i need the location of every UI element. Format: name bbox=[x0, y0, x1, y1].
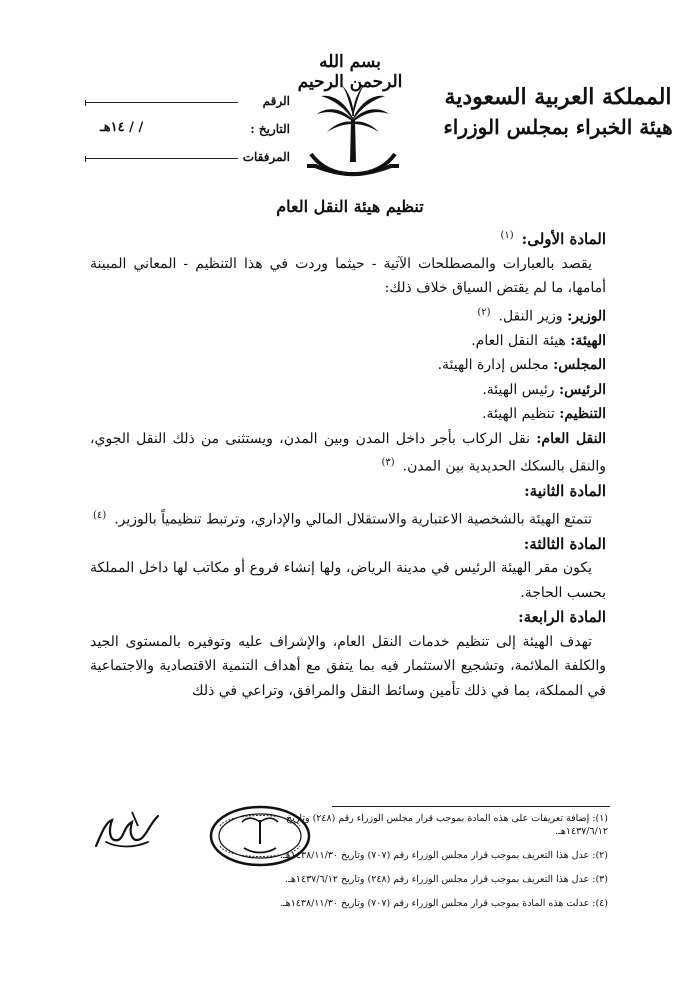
article-2-heading: المادة الثانية: bbox=[524, 482, 606, 501]
article-1-intro: يقصد بالعبارات والمصطلحات الآتية - حيثما وردت في هذا التنظيم - المعاني المبينة أمامها، ما لم يقتض السياق خلاف ذلك: bbox=[90, 255, 606, 296]
footnote-ref: (٣) bbox=[381, 457, 395, 469]
article-4-heading: المادة الرابعة: bbox=[518, 608, 606, 627]
document-body bbox=[90, 224, 606, 703]
ref-label: الرقم bbox=[262, 94, 290, 108]
document-meta bbox=[80, 90, 290, 174]
definition: المجلس: مجلس إدارة الهيئة. bbox=[437, 357, 606, 374]
footnote: (٤): عدلت هذه المادة بموجب قرار مجلس الوزراء رقم (٧٠٧) وتاريخ ١٤٣٨/١١/٣٠هـ. bbox=[279, 898, 608, 909]
attachments-line bbox=[85, 158, 238, 159]
definition: النقل العام: نقل الركاب بأجر داخل المدن وبين المدن، ويستثنى من ذلك النقل الجوي، والنقل بالسكك الحديدية بين المدن.$^{(٣)}$ bbox=[90, 430, 607, 475]
handwritten-signature-icon bbox=[88, 802, 168, 862]
document-title: تنظيم هيئة النقل العام bbox=[276, 197, 424, 216]
issuing-authority bbox=[438, 82, 678, 142]
date-value: / / ١٤هـ bbox=[100, 120, 144, 135]
palm-and-swords-emblem-icon bbox=[305, 80, 401, 184]
ref-row bbox=[80, 90, 290, 118]
article-3-text: يكون مقر الهيئة الرئيس في مدينة الرياض، ولها إنشاء فروع أو مكاتب لها داخل المملكة بحسب الحاجة. bbox=[90, 560, 606, 601]
definition: الهيئة: هيئة النقل العام. bbox=[471, 332, 606, 349]
attachments-label: المرفقات bbox=[242, 150, 290, 164]
footnote-separator bbox=[332, 806, 610, 807]
footnote-ref: (١) bbox=[500, 230, 514, 241]
article-2-text: تتمتع الهيئة بالشخصية الاعتبارية والاستقلال المالي والإداري، وترتبط تنظيمياً بالوزير.$^{(٤)}$ bbox=[93, 509, 592, 528]
ref-line bbox=[85, 102, 238, 103]
footnote: (٢): عدل هذا التعريف بموجب قرار مجلس الوزراء رقم (٧٠٧) وتاريخ ١٤٣٨/١١/٣٠هـ. bbox=[279, 850, 608, 861]
kingdom-name: المملكة العربية السعودية bbox=[444, 84, 672, 110]
basmala: بسم الله الرحمن الرحيم bbox=[297, 52, 403, 92]
date-label: التاريخ : bbox=[250, 122, 290, 136]
article-4-text: تهدف الهيئة إلى تنظيم خدمات النقل العام، والإشراف عليه وتوفيره بالمستوى الجيد والكلفة الملائمة، وتشجيع الاستثمار فيه بما يتفق مع أهداف التنمية الاقتصادية والاجتماعية في المملكة، بما في ذلك تأمين وسائط النقل والمرافق، وتراعي في ذلك bbox=[90, 633, 606, 699]
date-row bbox=[80, 118, 290, 146]
footnote-ref: (٤) bbox=[93, 509, 107, 521]
article-3-heading: المادة الثالثة: bbox=[523, 534, 606, 553]
definition: الرئيس: رئيس الهيئة. bbox=[482, 381, 606, 398]
authority-name: هيئة الخبراء بمجلس الوزراء bbox=[443, 115, 673, 139]
footnote: (١): إضافة تعريفات على هذه المادة بموجب قرار مجلس الوزراء رقم (٢٤٨) وتاريخ ١٤٣٧/٦/١٢هـ. bbox=[286, 813, 608, 837]
footnote: (٣): عدل هذا التعريف بموجب قرار مجلس الوزراء رقم (٢٤٨) وتاريخ ١٤٣٧/٦/١٢هـ. bbox=[285, 874, 608, 885]
definition: الوزير: وزير النقل.$^{(٢)}$ bbox=[477, 306, 606, 325]
definition: التنظيم: تنظيم الهيئة. bbox=[482, 406, 606, 423]
article-1-heading: المادة الأولى:$^{(١)}$ bbox=[500, 230, 606, 248]
footnote-ref: (٢) bbox=[477, 306, 491, 318]
footnotes bbox=[278, 812, 608, 921]
attachments-row bbox=[80, 146, 290, 174]
